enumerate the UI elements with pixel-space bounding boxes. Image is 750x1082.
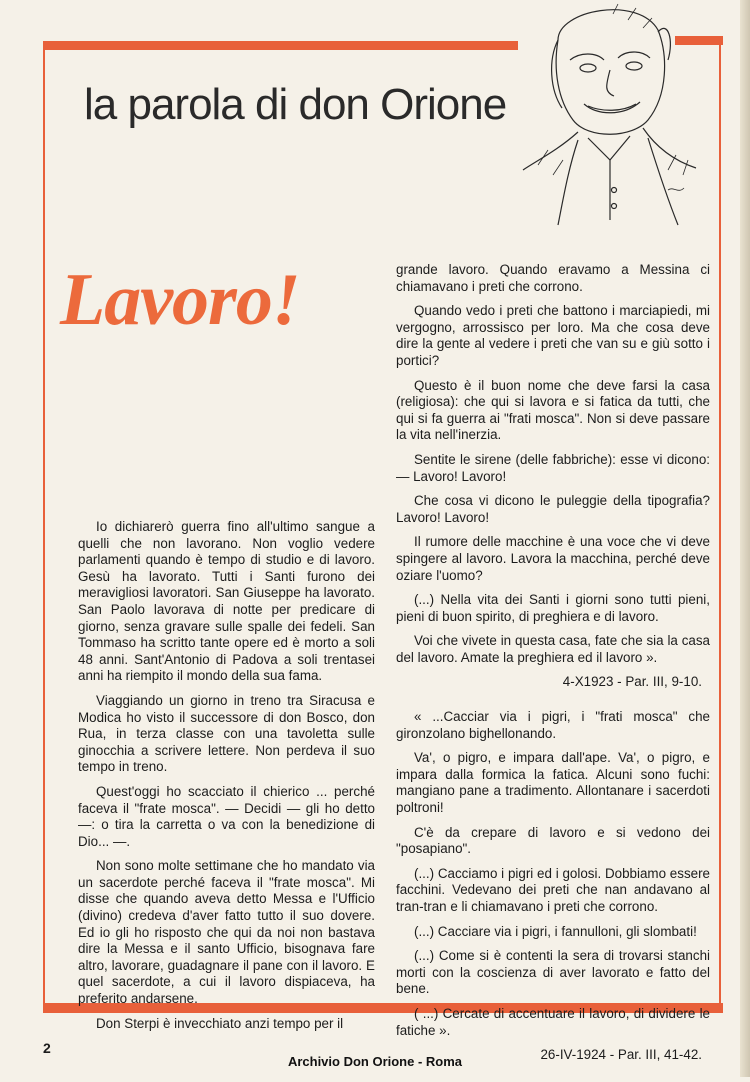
citation-reference: 4-X1923 - Par. III, 9-10. — [562, 674, 702, 690]
paragraph: C'è da crepare di lavoro e si vedono dei "posapiano". — [396, 824, 710, 857]
portrait-sketch — [518, 0, 698, 230]
paragraph: Questo è il buon nome che deve farsi la casa (religiosa): che qui si lavora e si fatica da tutti, che qui si fa guerra ai "frati mosca". Non si deve passare la vita nell'inerzia. — [396, 377, 710, 443]
paragraph: Quando vedo i preti che battono i marciapiedi, mi vergogno, arrossisco per loro. Ma che cosa deve dire la gente al vedere i preti che van su e giù sotto i portici? — [396, 303, 710, 368]
portrait-illustration — [518, 0, 698, 230]
paragraph: Non sono molte settimane che ho mandato via un sacerdote perché faceva il "frate mosca". Mi disse che quando aveva detto Messa e l'Ufficio (divino) credeva d'aver fatto tutto il suo dovere. Ed io gli ho risposto che qui da noi non bastava dire la Messa e il santo Ufficio, bisognava fare altro, lavorare, guadagnare il pane con il lavoro. E quel sacerdote, a cui il lavoro dispiaceva, ha preferito andarsene. — [78, 858, 375, 1007]
left-column — [78, 519, 375, 1040]
section-heading: la parola di don Orione — [84, 80, 507, 129]
right-column — [396, 262, 710, 1082]
paragraph: (...) Come si è contenti la sera di trovarsi stanchi morti con la coscienza di aver lavorato e fatto del bene. — [396, 948, 710, 997]
paragraph: Sentite le sirene (delle fabbriche): esse vi dicono: — Lavoro! Lavoro! — [396, 451, 710, 484]
page-number: 2 — [43, 1040, 51, 1056]
paragraph: Che cosa vi dicono le puleggie della tipografia? Lavoro! Lavoro! — [396, 493, 710, 525]
paragraph: (...) Cacciare via i pigri, i fannulloni, gli slombati! — [414, 923, 697, 939]
paragraph: (...) Nella vita dei Santi i giorni sono tutti pieni, pieni di buon spirito, di preghiera e di lavoro. — [396, 592, 710, 624]
paragraph: (...) Cacciamo i pigri ed i golosi. Dobbiamo essere facchini. Vedevano dei preti che nan andavano al tran-tran e li chiamavano i preti che corrono. — [396, 865, 710, 914]
archive-caption: Archivio Don Orione - Roma — [287, 1054, 463, 1069]
paragraph: ( ...) Cercate di accentuare il lavoro, di dividere le fatiche ». — [396, 1005, 710, 1038]
paragraph: « ...Cacciar via i pigri, i "frati mosca" che gironzolano bighellonando. — [396, 709, 710, 741]
paragraph: Va', o pigro, e impara dall'ape. Va', o pigro, e impara dalla formica la fatica. Alcuni sono fuchi: mangiano pane a tradimento. Allontanare i sacerdoti poltroni! — [396, 750, 710, 816]
citation-reference: 26-IV-1924 - Par. III, 41-42. — [540, 1047, 702, 1063]
paragraph: grande lavoro. Quando eravamo a Messina ci chiamavano i preti che corrono. — [396, 262, 710, 294]
paragraph: Il rumore delle macchine è una voce che vi deve spingere al lavoro. Lavora la macchina, perché deve oziare l'uomo? — [396, 534, 710, 583]
page-edge — [740, 0, 750, 1077]
paragraph: Voi che vivete in questa casa, fate che sia la casa del lavoro. Amate la preghiera ed il lavoro ». — [396, 633, 710, 665]
paragraph: Quest'oggi ho scacciato il chierico ... perché faceva il "frate mosca". — Decidi — gli ho detto —: o tira la carretta o va con la benedizione di Dio... —. — [78, 783, 375, 849]
article-title: Lavoro! — [60, 259, 300, 341]
paragraph: Don Sterpi è invecchiato anzi tempo per il — [96, 1015, 344, 1031]
paragraph: Viaggiando un giorno in treno tra Siracusa e Modica ho visto il successore di don Bosco, don Rua, in terza classe con una tavoletta sulle ginocchia a scrivere lettere. Non perdeva il suo tempo in treno. — [78, 692, 375, 775]
paragraph: Io dichiarerò guerra fino all'ultimo sangue a quelli che non lavorano. Non voglio vedere parlamenti quando è tempo di studio e di lavoro. Gesù ha lavorato. Tutti i Santi furono dei meravigliosi lavoratori. San Giuseppe ha lavorato. San Paolo lavorava di notte per predicare di giorno, senza gravare sulle spalle dei fedeli. San Tommaso ha scritto tante opere ed è morto a soli 48 anni. Sant'Antonio di Padova a soli trentasei anni ha riempito il mondo della sua fama. — [78, 519, 375, 684]
